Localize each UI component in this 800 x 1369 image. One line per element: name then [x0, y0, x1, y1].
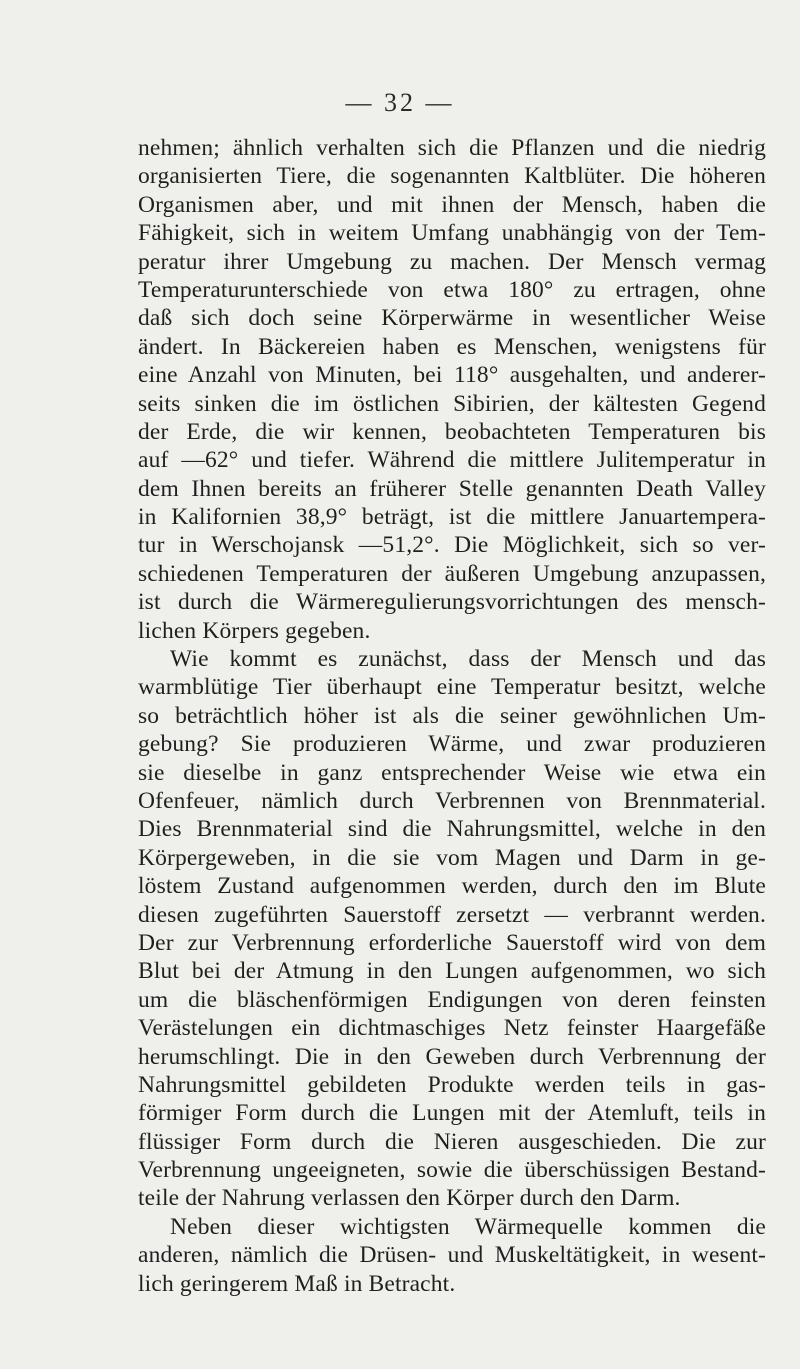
text-line: tur in Werschojansk —51,2°. Die Möglichkeit, sich so ver-: [138, 532, 766, 559]
text-line: nehmen; ähnlich verhalten sich die Pflanzen und die niedrig: [138, 135, 766, 161]
paragraph-start-line: Wie kommt es zunächst, dass der Mensch und das: [170, 646, 766, 673]
text-line: gebung? Sie produzieren Wärme, und zwar produzieren: [138, 731, 766, 758]
text-line: Temperaturunterschiede von etwa 180° zu ertragen, ohne: [138, 276, 766, 303]
text-line: löstem Zustand aufgenommen werden, durch den im Blute: [138, 873, 766, 900]
text-line: daß sich doch seine Körperwärme in wesentlicher Weise: [138, 305, 766, 332]
text-line: Organismen aber, und mit ihnen der Mensch, haben die: [138, 191, 766, 218]
text-line: anderen, nämlich die Drüsen- und Muskeltätigkeit, in wesent-: [138, 1242, 766, 1269]
text-line: sie dieselbe in ganz entsprechender Weise wie etwa ein: [138, 759, 766, 786]
paragraph-end-line: teile der Nahrung verlassen den Körper durch den Darm.: [138, 1185, 681, 1212]
text-line: Verbrennung ungeeigneten, sowie die überschüssigen Bestand-: [138, 1157, 766, 1184]
text-line: schiedenen Temperaturen der äußeren Umgebung anzupassen,: [138, 560, 766, 587]
text-line: dem Ihnen bereits an früherer Stelle genannten Death Valley: [138, 475, 766, 502]
text-line: Fähigkeit, sich in weitem Umfang unabhängig von der Tem-: [138, 220, 766, 247]
body-text: [138, 134, 766, 1298]
text-line: diesen zugeführten Sauerstoff zersetzt — verbrannt werden.: [138, 901, 766, 928]
text-line: in Kalifornien 38,9° beträgt, ist die mittlere Januartempera-: [138, 504, 766, 531]
text-line: förmiger Form durch die Lungen mit der Atemluft, teils in: [138, 1100, 766, 1127]
text-line: warmblütige Tier überhaupt eine Temperatur besitzt, welche: [138, 674, 766, 701]
page-number: — 32 —: [345, 88, 455, 117]
text-line: Blut bei der Atmung in den Lungen aufgenommen, wo sich: [138, 958, 766, 985]
text-line: herumschlingt. Die in den Geweben durch Verbrennung der: [138, 1043, 766, 1070]
text-line: so beträchtlich höher ist als die seiner gewöhnlichen Um-: [138, 702, 766, 729]
paragraph-end-line: lich geringerem Maß in Betracht.: [138, 1270, 456, 1297]
text-line: Der zur Verbrennung erforderliche Sauerstoff wird von dem: [138, 929, 766, 956]
text-line: Verästelungen ein dichtmaschiges Netz feinster Haargefäße: [138, 1015, 766, 1042]
text-line: um die bläschenförmigen Endigungen von deren feinsten: [138, 986, 766, 1013]
text-line: Körpergeweben, in die sie vom Magen und Darm in ge-: [138, 844, 766, 871]
paragraph-end-line: lichen Körpers gegeben.: [138, 617, 371, 644]
text-line: peratur ihrer Umgebung zu machen. Der Mensch vermag: [138, 248, 766, 275]
paragraph-start-line: Neben dieser wichtigsten Wärmequelle kommen die: [170, 1213, 766, 1240]
text-line: flüssiger Form durch die Nieren ausgeschieden. Die zur: [138, 1128, 766, 1155]
text-line: auf —62° und tiefer. Während die mittlere Julitemperatur in: [138, 447, 766, 474]
text-line: Nahrungsmittel gebildeten Produkte werden teils in gas-: [138, 1071, 766, 1098]
text-line: ändert. In Bäckereien haben es Menschen, wenigstens für: [138, 333, 766, 360]
text-line: ist durch die Wärmeregulierungsvorrichtungen des mensch-: [138, 589, 766, 616]
text-line: der Erde, die wir kennen, beobachteten Temperaturen bis: [138, 418, 766, 445]
text-line: Ofenfeuer, nämlich durch Verbrennen von Brennmaterial.: [138, 787, 766, 814]
text-line: organisierten Tiere, die sogenannten Kaltblüter. Die höheren: [138, 163, 766, 190]
text-line: Dies Brennmaterial sind die Nahrungsmittel, welche in den: [138, 816, 766, 843]
text-line: seits sinken die im östlichen Sibirien, der kältesten Gegend: [138, 390, 766, 417]
text-line: eine Anzahl von Minuten, bei 118° ausgehalten, und anderer-: [138, 362, 766, 389]
